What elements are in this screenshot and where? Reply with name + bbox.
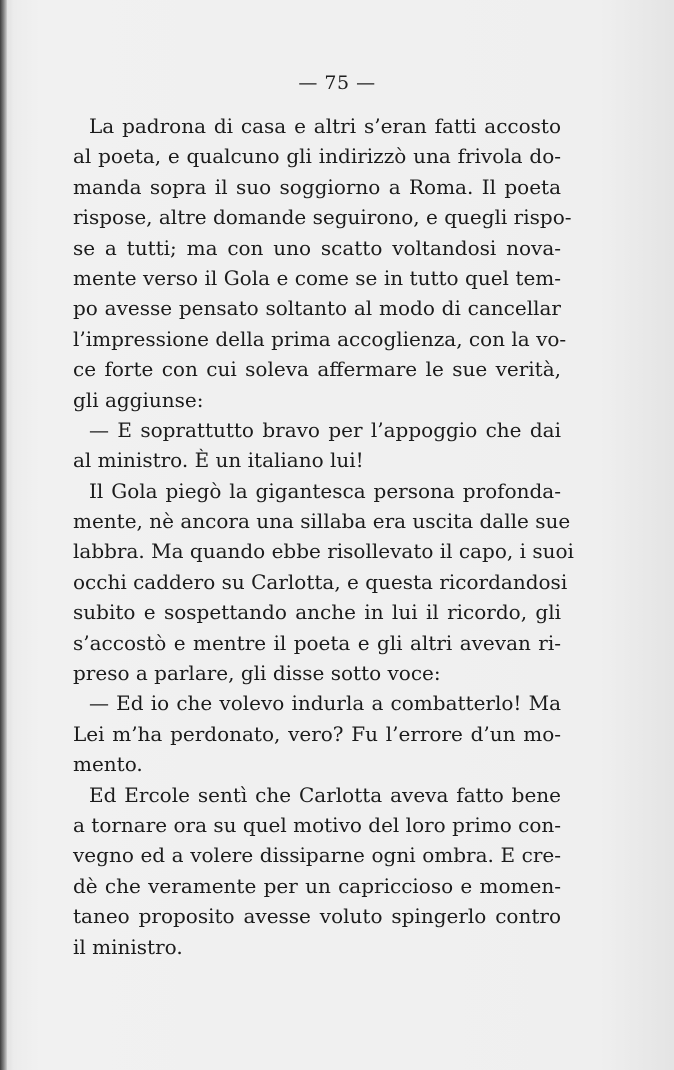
text-line: — E soprattutto bravo per l’appoggio che dai xyxy=(89,417,561,442)
text-line: po avesse pensato soltanto al modo di cancellar xyxy=(73,296,561,321)
text-line: l’impressione della prima accoglienza, con la vo- xyxy=(73,326,567,351)
text-line: il ministro. xyxy=(73,934,183,959)
paragraph xyxy=(73,415,561,476)
text-line: mente, nè ancora una sillaba era uscita dalle sue xyxy=(73,509,571,534)
binding-edge xyxy=(0,0,7,1070)
text-line: taneo proposito avesse voluto spingerlo contro xyxy=(73,904,561,929)
text-line: — Ed io che volevo indurla a combatterlo! Ma xyxy=(89,691,561,716)
text-line: al poeta, e qualcuno gli indirizzò una frivola do- xyxy=(73,144,561,169)
text-line: ce forte con cui soleva affermare le sue verità, xyxy=(73,357,561,382)
paragraph xyxy=(73,688,561,779)
text-line: a tornare ora su quel motivo del loro primo con- xyxy=(73,812,562,837)
text-line: al ministro. È un italiano lui! xyxy=(73,448,364,473)
text-line: Lei m’ha perdonato, vero? Fu l’errore d’un mo- xyxy=(73,721,561,746)
text-line: Ed Ercole sentì che Carlotta aveva fatto bene xyxy=(89,782,561,807)
text-line: gli aggiunse: xyxy=(73,387,204,412)
text-line: s’accostò e mentre il poeta e gli altri avevan ri- xyxy=(73,630,561,655)
paragraph xyxy=(73,111,572,415)
text-line: subito e sospettando anche in lui il ricordo, gli xyxy=(73,600,561,625)
text-line: labbra. Ma quando ebbe risollevato il capo, i suoi xyxy=(73,539,574,564)
paragraph xyxy=(73,476,574,689)
text-line: mento. xyxy=(73,752,143,777)
text-line: occhi caddero su Carlotta, e questa ricordandosi xyxy=(73,569,568,594)
page-number: — 75 — xyxy=(298,72,376,94)
text-line: se a tutti; ma con uno scatto voltandosi nova- xyxy=(73,235,561,260)
text-line: preso a parlare, gli disse sotto voce: xyxy=(73,661,441,686)
text-line: manda sopra il suo soggiorno a Roma. Il poeta xyxy=(73,174,561,199)
text-line: dè che veramente per un capriccioso e momen- xyxy=(73,873,561,898)
text-line: Il Gola piegò la gigantesca persona profonda- xyxy=(89,478,561,503)
text-line: La padrona di casa e altri s’eran fatti accosto xyxy=(89,114,561,138)
text-line: rispose, altre domande seguirono, e quegli rispo- xyxy=(73,205,572,230)
body-text xyxy=(73,111,574,962)
text-line: vegno ed a volere dissiparne ogni ombra. E cre- xyxy=(73,843,561,868)
text-line: mente verso il Gola e come se in tutto quel tem- xyxy=(73,265,561,290)
paragraph xyxy=(73,780,561,962)
